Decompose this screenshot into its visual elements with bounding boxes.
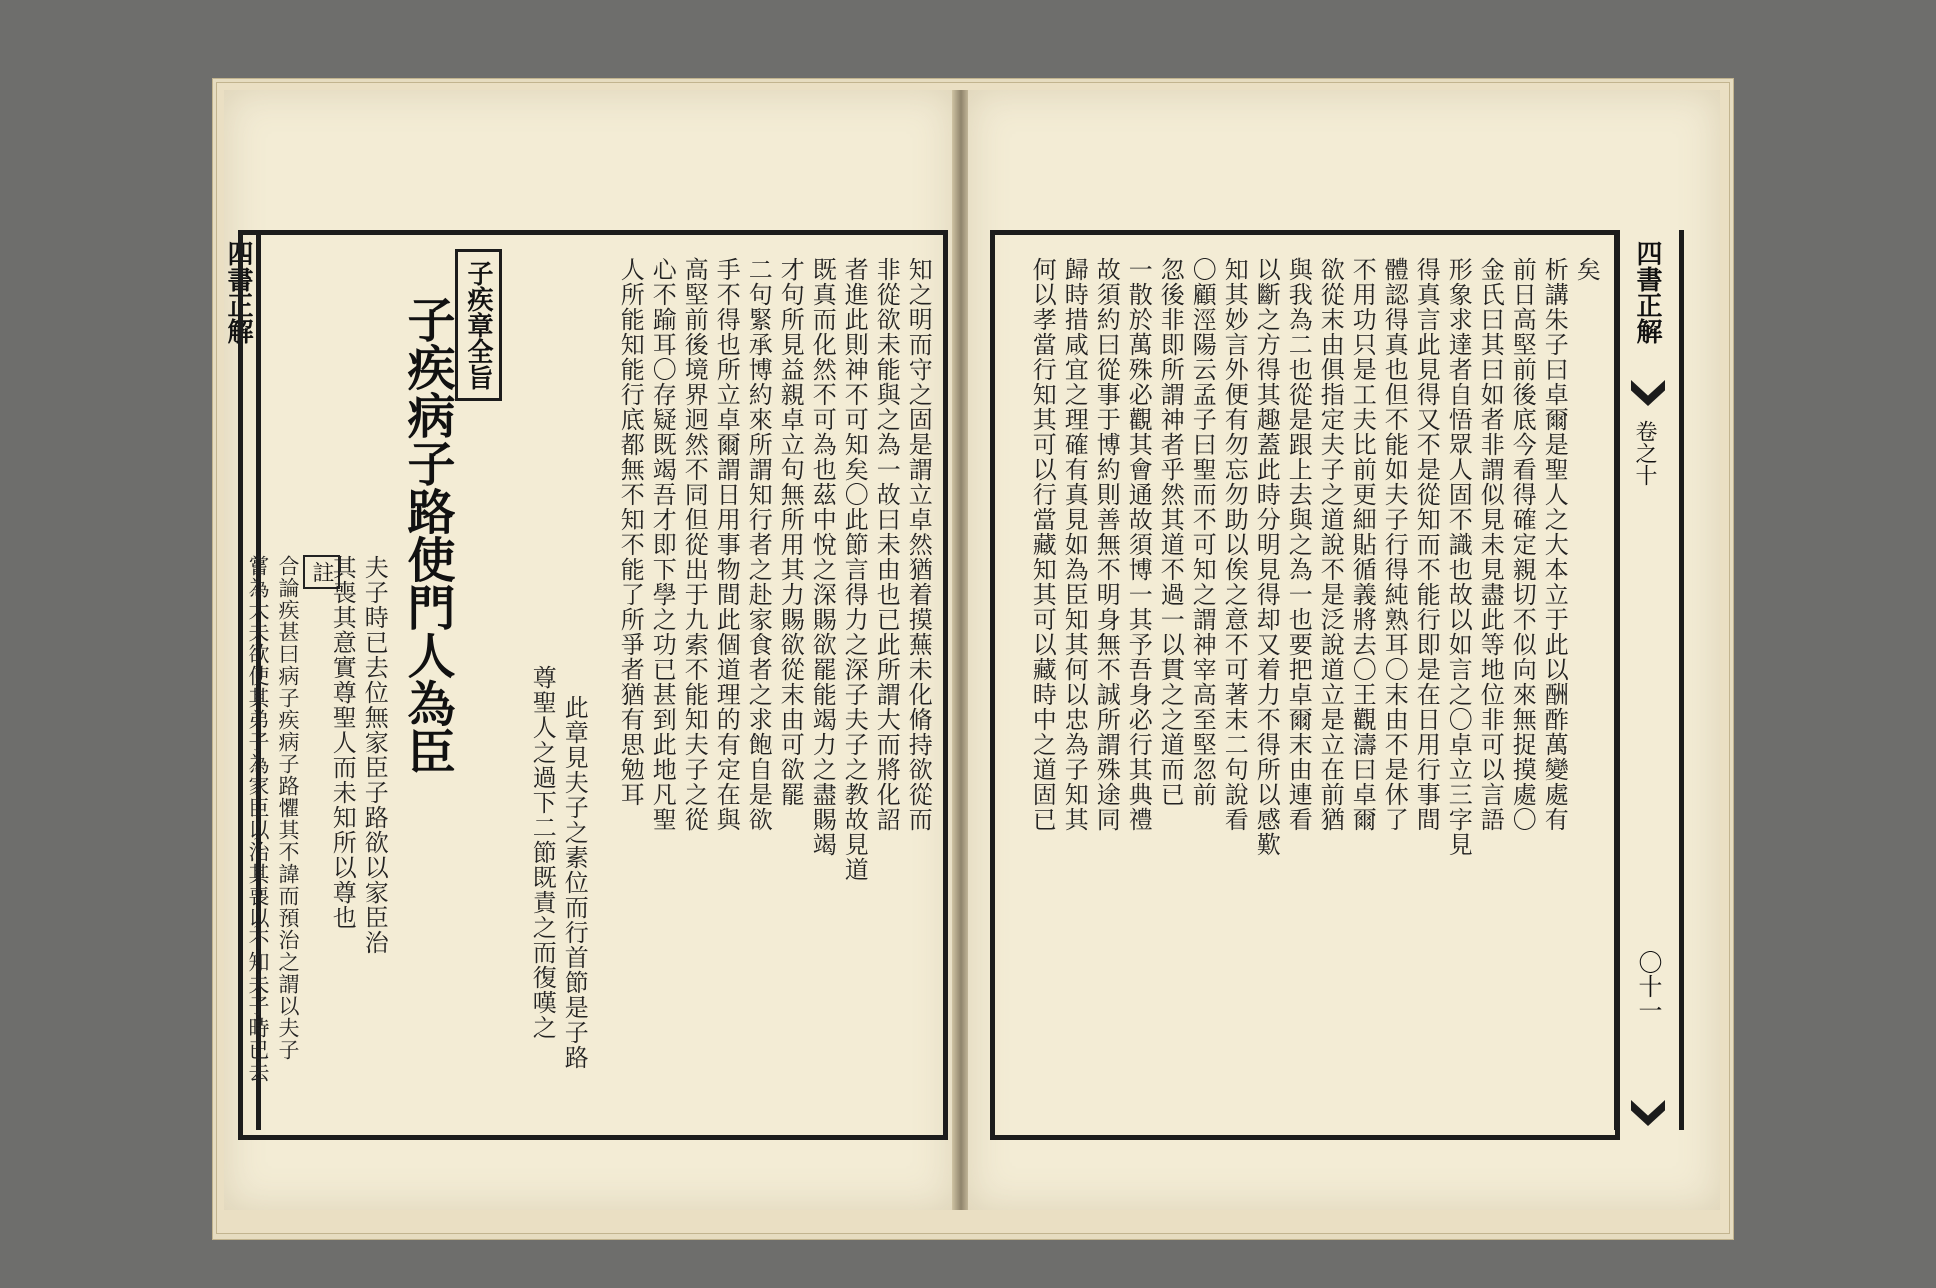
commentary-column: 金氏曰其曰如者非謂似見未見盡此等地位非可以言語: [1476, 257, 1505, 832]
commentary-column: 既真而化然不可為也茲中悅之深賜欲罷能竭力之盡賜竭: [808, 257, 837, 857]
left-page: [224, 90, 954, 1210]
commentary-column: 得真言此見得又不是從知而不能行即是在日用行事間: [1412, 257, 1441, 832]
commentary-column: 形象求達者自悟眾人固不識也故以如言之〇卓立三字見: [1444, 257, 1473, 857]
annotation-column: 夫子時已去位無家臣子路欲以家臣治: [360, 555, 389, 955]
commentary-column: 〇顧涇陽云孟子曰聖而不可知之謂神宰高至堅忽前: [1188, 257, 1217, 807]
annotation-column: 嘗為大夫欲使其弟子為家臣以治其喪以不知夫子時已去: [246, 555, 271, 1083]
commentary-column: 欲從末由俱指定夫子之道說不是泛說道立是立在前猶: [1316, 257, 1345, 832]
commentary-column: 高堅前後境界迥然不同但從出于九索不能知夫子之從: [680, 257, 709, 832]
commentary-column: 忽後非即所謂神者乎然其道不過一以貫之之道而已: [1156, 257, 1185, 807]
summary-column: 尊聖人之過下二節既責之而復嘆之: [528, 665, 557, 1040]
commentary-column: 才句所見益親卓立句無所用其力賜欲從末由可欲罷: [776, 257, 805, 807]
folio-number: 〇十一: [1634, 950, 1662, 1022]
commentary-column: 知之明而守之固是謂立卓然猶着摸蕪未化脩持欲從而: [904, 257, 933, 832]
chapter-label: 卷之十: [1632, 420, 1657, 486]
commentary-column: 手不得也所立卓爾謂日用事物間此個道理的有定在與: [712, 257, 741, 832]
commentary-column: 二句緊承博約來所謂知行者之赴家食者之求飽自是欲: [744, 257, 773, 832]
commentary-column: 故須約曰從事于博約則善無不明身無不誠所謂殊途同: [1092, 257, 1121, 832]
annotation-column: 合論疾甚曰病子疾病子路懼其不諱而預治之謂以夫子: [276, 555, 301, 1061]
commentary-column: 人所能知能行底都無不知不能了所爭者猶有思勉耳: [616, 257, 645, 807]
commentary-column: 矣: [1572, 257, 1601, 282]
commentary-column: 心不踰耳〇存疑既竭吾才即下學之功已甚到此地凡聖: [648, 257, 677, 832]
commentary-column: 者進此則神不可知矣〇此節言得力之深子夫子之教故見道: [840, 257, 869, 882]
chapter-heading-box: 子疾章全旨: [455, 249, 502, 401]
page-header-strip: [1614, 230, 1684, 1130]
commentary-column: 一散於萬殊必觀其會通故須博一其予吾身必行其典禮: [1124, 257, 1153, 832]
right-text-frame: [990, 230, 1620, 1140]
commentary-column: 前日高堅前後底今看得確定親切不似向來無捉摸處〇: [1508, 257, 1537, 832]
left-text-frame: [238, 230, 948, 1140]
commentary-column: 不用功只是工夫比前更細貼循義將去〇王觀濤曰卓爾: [1348, 257, 1377, 832]
commentary-column: 歸時措咸宜之理確有真見如為臣知其何以忠為子知其: [1060, 257, 1089, 832]
summary-column: 此章見夫子之素位而行首節是子路: [560, 695, 589, 1070]
fishtail-mark-icon: [1631, 380, 1665, 406]
commentary-column: 何以孝當行知其可以行當藏知其可以藏時中之道固已: [1028, 257, 1057, 832]
right-page: [968, 90, 1720, 1210]
commentary-column: 知其妙言外便有勿忘勿助以俟之意不可著末二句說看: [1220, 257, 1249, 832]
book-title: 四書正解: [1632, 240, 1662, 344]
fishtail-mark-icon: [1631, 1100, 1665, 1126]
note-marker: 註: [303, 555, 340, 589]
commentary-column: 以斷之方得其趣蓋此時分明見得却又着力不得所以感歎: [1252, 257, 1281, 857]
commentary-column: 析講朱子曰卓爾是聖人之大本立于此以酬酢萬變處有: [1540, 257, 1569, 832]
annotation-column: 其喪其意實尊聖人而未知所以尊也: [328, 555, 357, 930]
open-book: [212, 78, 1732, 1240]
passage-title: 子疾病子路使門人為臣: [399, 295, 455, 775]
commentary-column: 體認得真也但不能如夫子行得純熟耳〇末由不是休了: [1380, 257, 1409, 832]
commentary-column: 與我為二也從是跟上去與之為一也要把卓爾末由連看: [1284, 257, 1313, 832]
commentary-column: 非從欲未能與之為一故曰未由也已此所謂大而將化詔: [872, 257, 901, 832]
margin-title: 四書正解: [223, 240, 253, 344]
